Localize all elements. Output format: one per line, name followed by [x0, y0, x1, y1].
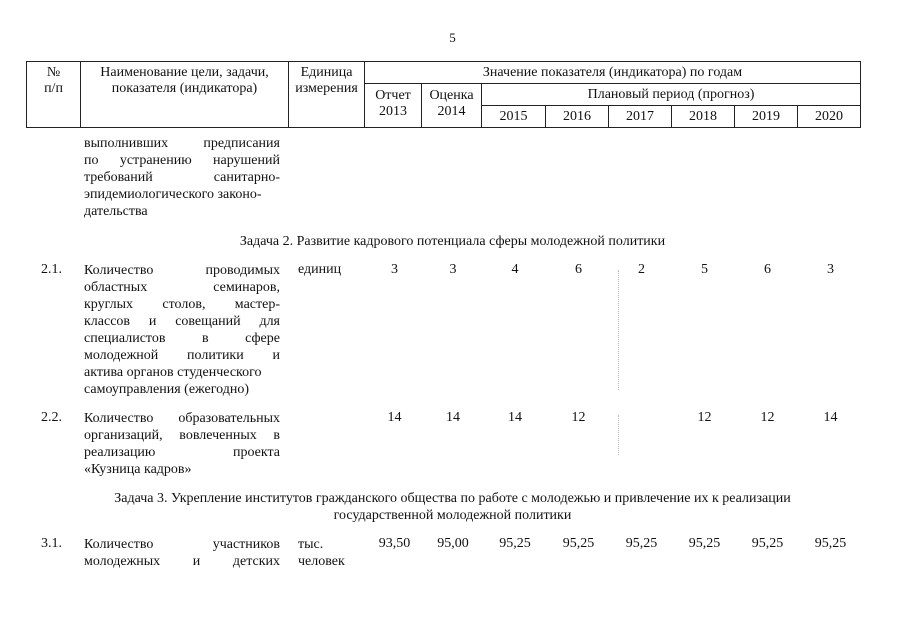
row-2-2-value-2014: 14 [446, 410, 460, 425]
row-2-2-value-2015: 14 [508, 410, 522, 425]
row-3-1-value-2014: 95,00 [437, 536, 469, 551]
dotted-guide [618, 270, 619, 390]
header-year-2019: 2019 [735, 106, 798, 128]
task-3-heading-line: Задача 3. Укрепление институтов гражданского общества по работе с молодежью и привлечение их к реализации [114, 491, 791, 506]
row-3-1-value-2018: 95,25 [688, 536, 721, 551]
row-2-2-value-2019: 12 [760, 410, 775, 425]
name-line: молодежной политики и [84, 348, 280, 363]
unit-line: тыс. [298, 537, 324, 552]
row-3-1-value-2015: 95,25 [499, 536, 531, 551]
header-values-by-year: Значение показателя (индикатора) по годам [365, 62, 861, 84]
header-estimate-2014: Оценка 2014 [422, 84, 482, 128]
row-3-1-value-2016: 95,25 [562, 536, 595, 551]
name-line: молодежных и детских [84, 554, 280, 569]
name-line: выполнивших предписания [84, 136, 280, 151]
name-line: Количество участников [84, 537, 280, 552]
row-2-1-value-2018: 5 [701, 262, 708, 277]
name-line: организаций, вовлеченных в [84, 428, 280, 443]
header-year-2017: 2017 [609, 106, 672, 128]
row-2-1-value-2017: 2 [638, 262, 645, 277]
row-3-1-value-2017: 95,25 [625, 536, 658, 551]
task-3-heading-line: государственной молодежной политики [333, 508, 572, 523]
row-2-1-unit: единиц [298, 262, 342, 277]
task-3-heading [0, 490, 905, 524]
name-line: Количество проводимых [84, 263, 280, 278]
name-line: Количество образовательных [84, 411, 280, 426]
name-line: специалистов в сфере [84, 331, 280, 346]
task-2-heading: Задача 2. Развитие кадрового потенциала сферы молодежной политики [239, 234, 666, 249]
name-line: круглых столов, мастер- [84, 297, 280, 312]
row-3-1-value-2020: 95,25 [814, 536, 847, 551]
header-year-2015: 2015 [482, 106, 546, 128]
name-line: реализацию проекта [84, 445, 280, 460]
name-line: «Кузница кадров» [84, 462, 192, 477]
header-no: № п/п [27, 62, 81, 128]
name-line: эпидемиологического законо- [84, 187, 262, 202]
unit-line: человек [298, 554, 345, 569]
header-unit: Единица измерения [289, 62, 365, 128]
header-plan-period: Плановый период (прогноз) [482, 84, 861, 106]
row-2-1-value-2013: 3 [391, 262, 398, 277]
row-2-2-value-2013: 14 [387, 410, 402, 425]
name-line: дательства [84, 204, 148, 219]
row-2-2-number: 2.2. [41, 410, 62, 425]
continuation-name [84, 135, 280, 220]
row-2-1-value-2016: 6 [575, 262, 582, 277]
name-line: требований санитарно- [84, 170, 280, 185]
row-2-1-value-2014: 3 [449, 262, 457, 277]
row-2-1-name [84, 262, 280, 398]
row-2-1-value-2020: 3 [827, 262, 834, 277]
row-2-1-value-2019: 6 [764, 262, 771, 277]
row-2-2-value-2016: 12 [571, 410, 586, 425]
page-number: 5 [449, 30, 456, 45]
name-line: областных семинаров, [84, 280, 280, 295]
name-line: самоуправления (ежегодно) [84, 382, 250, 397]
row-3-1-number: 3.1. [41, 536, 62, 551]
header-year-2018: 2018 [672, 106, 735, 128]
name-line: классов и совещаний для [84, 314, 280, 329]
row-2-2-value-2018: 12 [697, 410, 712, 425]
row-2-1-number: 2.1. [41, 262, 62, 277]
dotted-guide [618, 415, 619, 455]
header-report-2013: Отчет 2013 [365, 84, 422, 128]
name-line: по устранению нарушений [84, 153, 280, 168]
row-3-1-name [84, 536, 280, 570]
header-name: Наименование цели, задачи, показателя (индикатора) [81, 62, 289, 128]
row-2-1-value-2015: 4 [511, 262, 519, 277]
row-2-2-value-2020: 14 [823, 410, 838, 425]
table-header [26, 61, 861, 128]
row-3-1-value-2013: 93,50 [378, 536, 411, 551]
name-line: актива органов студенческого [84, 365, 262, 380]
row-2-2-name [84, 410, 280, 478]
row-3-1-unit [298, 536, 345, 570]
header-year-2020: 2020 [798, 106, 861, 128]
row-3-1-value-2019: 95,25 [751, 536, 784, 551]
header-year-2016: 2016 [546, 106, 609, 128]
